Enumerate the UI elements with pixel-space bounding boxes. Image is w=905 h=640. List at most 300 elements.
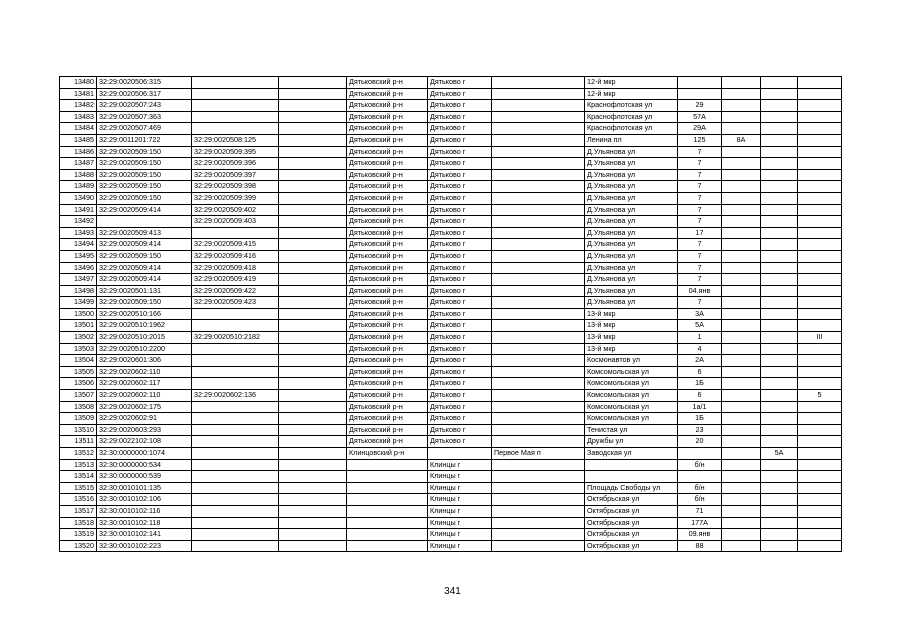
city-cell: Дятьково г xyxy=(428,262,492,274)
city-cell: Дятьково г xyxy=(428,239,492,251)
city-cell: Дятьково г xyxy=(428,285,492,297)
settlement-cell: Первое Мая п xyxy=(492,448,585,460)
house-number-cell: 7 xyxy=(678,158,722,170)
building-cell xyxy=(722,88,761,100)
apartment-cell xyxy=(798,471,842,483)
linked-cadastral-number-cell xyxy=(192,529,279,541)
cadastral-number-cell: 32:29:0020509:150 xyxy=(97,250,192,262)
linked-cadastral-number-cell: 32:29:0020509:398 xyxy=(192,181,279,193)
structure-cell xyxy=(761,285,798,297)
house-number-cell: 7 xyxy=(678,262,722,274)
empty-column-cell xyxy=(279,192,347,204)
empty-column-cell xyxy=(279,123,347,135)
record-number-cell: 13510 xyxy=(60,424,97,436)
settlement-cell xyxy=(492,482,585,494)
empty-column-cell xyxy=(279,146,347,158)
building-cell xyxy=(722,123,761,135)
house-number-cell: 7 xyxy=(678,239,722,251)
table-row xyxy=(60,204,842,216)
house-number-cell: б/н xyxy=(678,459,722,471)
record-number-cell: 13493 xyxy=(60,227,97,239)
street-cell: Д.Ульянова ул xyxy=(585,262,678,274)
district-cell: Дятьковский р-н xyxy=(347,424,428,436)
apartment-cell xyxy=(798,227,842,239)
street-cell: 13-й мкр xyxy=(585,308,678,320)
house-number-cell: 1Б xyxy=(678,413,722,425)
structure-cell xyxy=(761,401,798,413)
street-cell: Д.Ульянова ул xyxy=(585,274,678,286)
record-number-cell: 13482 xyxy=(60,100,97,112)
street-cell: Д.Ульянова ул xyxy=(585,181,678,193)
table-row xyxy=(60,239,842,251)
street-cell: 12-й мкр xyxy=(585,77,678,89)
settlement-cell xyxy=(492,123,585,135)
record-number-cell: 13508 xyxy=(60,401,97,413)
cadastral-number-cell: 32:29:0020509:413 xyxy=(97,227,192,239)
city-cell: Дятьково г xyxy=(428,77,492,89)
street-cell: Октябрьская ул xyxy=(585,494,678,506)
structure-cell xyxy=(761,134,798,146)
settlement-cell xyxy=(492,239,585,251)
record-number-cell: 13518 xyxy=(60,517,97,529)
linked-cadastral-number-cell: 32:29:0020509:423 xyxy=(192,297,279,309)
city-cell: Дятьково г xyxy=(428,169,492,181)
cadastral-number-cell: 32:30:0000000:534 xyxy=(97,459,192,471)
street-cell: Комсомольская ул xyxy=(585,378,678,390)
cadastral-number-cell: 32:29:0020501:131 xyxy=(97,285,192,297)
cadastral-number-cell: 32:29:0020506:315 xyxy=(97,77,192,89)
linked-cadastral-number-cell xyxy=(192,77,279,89)
apartment-cell xyxy=(798,274,842,286)
structure-cell xyxy=(761,378,798,390)
table-row xyxy=(60,320,842,332)
settlement-cell xyxy=(492,227,585,239)
city-cell: Дятьково г xyxy=(428,227,492,239)
structure-cell xyxy=(761,540,798,552)
city-cell: Дятьково г xyxy=(428,343,492,355)
house-number-cell: 4 xyxy=(678,343,722,355)
empty-column-cell xyxy=(279,471,347,483)
building-cell xyxy=(722,100,761,112)
building-cell xyxy=(722,494,761,506)
table-row xyxy=(60,332,842,344)
settlement-cell xyxy=(492,181,585,193)
record-number-cell: 13491 xyxy=(60,204,97,216)
city-cell: Дятьково г xyxy=(428,192,492,204)
district-cell: Клинцовский р-н xyxy=(347,448,428,460)
district-cell: Дятьковский р-н xyxy=(347,250,428,262)
building-cell xyxy=(722,204,761,216)
record-number-cell: 13487 xyxy=(60,158,97,170)
structure-cell xyxy=(761,308,798,320)
record-number-cell: 13505 xyxy=(60,366,97,378)
table-row xyxy=(60,494,842,506)
building-cell xyxy=(722,285,761,297)
structure-cell xyxy=(761,297,798,309)
empty-column-cell xyxy=(279,505,347,517)
record-number-cell: 13515 xyxy=(60,482,97,494)
building-cell xyxy=(722,436,761,448)
cadastral-number-cell: 32:30:0010102:118 xyxy=(97,517,192,529)
settlement-cell xyxy=(492,332,585,344)
cadastral-number-cell: 32:30:0000000:1074 xyxy=(97,448,192,460)
district-cell: Дятьковский р-н xyxy=(347,88,428,100)
settlement-cell xyxy=(492,204,585,216)
district-cell: Дятьковский р-н xyxy=(347,100,428,112)
apartment-cell xyxy=(798,413,842,425)
district-cell xyxy=(347,505,428,517)
empty-column-cell xyxy=(279,181,347,193)
building-cell xyxy=(722,308,761,320)
empty-column-cell xyxy=(279,111,347,123)
district-cell: Дятьковский р-н xyxy=(347,332,428,344)
record-number-cell: 13519 xyxy=(60,529,97,541)
apartment-cell xyxy=(798,146,842,158)
structure-cell xyxy=(761,320,798,332)
settlement-cell xyxy=(492,436,585,448)
table-row xyxy=(60,390,842,402)
apartment-cell xyxy=(798,401,842,413)
district-cell: Дятьковский р-н xyxy=(347,355,428,367)
building-cell xyxy=(722,482,761,494)
record-number-cell: 13499 xyxy=(60,297,97,309)
street-cell: Октябрьская ул xyxy=(585,540,678,552)
table-row xyxy=(60,413,842,425)
street-cell: Октябрьская ул xyxy=(585,517,678,529)
building-cell xyxy=(722,111,761,123)
street-cell: Д.Ульянова ул xyxy=(585,250,678,262)
house-number-cell: 2А xyxy=(678,355,722,367)
settlement-cell xyxy=(492,250,585,262)
city-cell: Дятьково г xyxy=(428,158,492,170)
apartment-cell xyxy=(798,250,842,262)
record-number-cell: 13497 xyxy=(60,274,97,286)
building-cell xyxy=(722,239,761,251)
linked-cadastral-number-cell xyxy=(192,413,279,425)
building-cell xyxy=(722,320,761,332)
district-cell: Дятьковский р-н xyxy=(347,390,428,402)
linked-cadastral-number-cell xyxy=(192,378,279,390)
house-number-cell: 17 xyxy=(678,227,722,239)
structure-cell xyxy=(761,169,798,181)
structure-cell xyxy=(761,239,798,251)
apartment-cell xyxy=(798,482,842,494)
city-cell: Клинцы г xyxy=(428,494,492,506)
street-cell: Комсомольская ул xyxy=(585,413,678,425)
table-row xyxy=(60,401,842,413)
cadastral-number-cell: 32:29:0020601:306 xyxy=(97,355,192,367)
city-cell: Дятьково г xyxy=(428,366,492,378)
linked-cadastral-number-cell xyxy=(192,471,279,483)
house-number-cell: 29 xyxy=(678,100,722,112)
settlement-cell xyxy=(492,285,585,297)
district-cell: Дятьковский р-н xyxy=(347,308,428,320)
street-cell: 13-й мкр xyxy=(585,343,678,355)
apartment-cell: III xyxy=(798,332,842,344)
linked-cadastral-number-cell xyxy=(192,88,279,100)
house-number-cell: 1а/1 xyxy=(678,401,722,413)
apartment-cell xyxy=(798,192,842,204)
house-number-cell xyxy=(678,77,722,89)
record-number-cell: 13494 xyxy=(60,239,97,251)
record-number-cell: 13509 xyxy=(60,413,97,425)
house-number-cell: 71 xyxy=(678,505,722,517)
linked-cadastral-number-cell: 32:29:0020509:399 xyxy=(192,192,279,204)
street-cell: 13-й мкр xyxy=(585,332,678,344)
table-row xyxy=(60,88,842,100)
district-cell: Дятьковский р-н xyxy=(347,297,428,309)
street-cell: Площадь Свободы ул xyxy=(585,482,678,494)
empty-column-cell xyxy=(279,88,347,100)
house-number-cell: 7 xyxy=(678,297,722,309)
linked-cadastral-number-cell xyxy=(192,482,279,494)
street-cell: Краснофлотская ул xyxy=(585,111,678,123)
city-cell: Дятьково г xyxy=(428,332,492,344)
district-cell: Дятьковский р-н xyxy=(347,274,428,286)
structure-cell xyxy=(761,343,798,355)
table-row xyxy=(60,436,842,448)
city-cell: Клинцы г xyxy=(428,505,492,517)
district-cell xyxy=(347,459,428,471)
district-cell: Дятьковский р-н xyxy=(347,343,428,355)
empty-column-cell xyxy=(279,100,347,112)
empty-column-cell xyxy=(279,204,347,216)
structure-cell xyxy=(761,355,798,367)
cadastral-number-cell: 32:29:0020602:110 xyxy=(97,366,192,378)
district-cell: Дятьковский р-н xyxy=(347,158,428,170)
empty-column-cell xyxy=(279,77,347,89)
district-cell: Дятьковский р-н xyxy=(347,320,428,332)
record-number-cell: 13512 xyxy=(60,448,97,460)
cadastral-number-cell: 32:29:0020509:150 xyxy=(97,158,192,170)
building-cell xyxy=(722,366,761,378)
cadastral-number-cell: 32:30:0010102:116 xyxy=(97,505,192,517)
settlement-cell xyxy=(492,320,585,332)
empty-column-cell xyxy=(279,297,347,309)
record-number-cell: 13498 xyxy=(60,285,97,297)
record-number-cell: 13492 xyxy=(60,216,97,228)
table-row xyxy=(60,505,842,517)
record-number-cell: 13488 xyxy=(60,169,97,181)
house-number-cell: 7 xyxy=(678,250,722,262)
apartment-cell xyxy=(798,204,842,216)
cadastral-number-cell: 32:30:0010101:135 xyxy=(97,482,192,494)
street-cell: Комсомольская ул xyxy=(585,390,678,402)
record-number-cell: 13520 xyxy=(60,540,97,552)
house-number-cell: 04.янв xyxy=(678,285,722,297)
apartment-cell xyxy=(798,320,842,332)
building-cell xyxy=(722,517,761,529)
linked-cadastral-number-cell: 32:29:0020509:415 xyxy=(192,239,279,251)
record-number-cell: 13483 xyxy=(60,111,97,123)
record-number-cell: 13503 xyxy=(60,343,97,355)
settlement-cell xyxy=(492,390,585,402)
district-cell xyxy=(347,517,428,529)
linked-cadastral-number-cell: 32:29:0020509:396 xyxy=(192,158,279,170)
settlement-cell xyxy=(492,146,585,158)
settlement-cell xyxy=(492,378,585,390)
apartment-cell xyxy=(798,77,842,89)
cadastral-number-cell: 32:29:0020510:1962 xyxy=(97,320,192,332)
table-row xyxy=(60,517,842,529)
house-number-cell: 6 xyxy=(678,390,722,402)
apartment-cell xyxy=(798,448,842,460)
empty-column-cell xyxy=(279,355,347,367)
city-cell: Клинцы г xyxy=(428,482,492,494)
building-cell xyxy=(722,343,761,355)
cadastral-number-cell: 32:30:0000000:539 xyxy=(97,471,192,483)
cadastral-number-cell: 32:29:0020507:469 xyxy=(97,123,192,135)
apartment-cell xyxy=(798,239,842,251)
linked-cadastral-number-cell: 32:29:0020509:403 xyxy=(192,216,279,228)
house-number-cell: 09.янв xyxy=(678,529,722,541)
street-cell: Октябрьская ул xyxy=(585,505,678,517)
record-number-cell: 13513 xyxy=(60,459,97,471)
house-number-cell xyxy=(678,88,722,100)
linked-cadastral-number-cell xyxy=(192,494,279,506)
empty-column-cell xyxy=(279,308,347,320)
settlement-cell xyxy=(492,517,585,529)
house-number-cell: 7 xyxy=(678,216,722,228)
linked-cadastral-number-cell xyxy=(192,111,279,123)
city-cell: Дятьково г xyxy=(428,100,492,112)
table-row xyxy=(60,355,842,367)
street-cell: Д.Ульянова ул xyxy=(585,169,678,181)
linked-cadastral-number-cell xyxy=(192,459,279,471)
house-number-cell: 57А xyxy=(678,111,722,123)
record-number-cell: 13516 xyxy=(60,494,97,506)
record-number-cell: 13502 xyxy=(60,332,97,344)
city-cell: Дятьково г xyxy=(428,297,492,309)
cadastral-number-cell: 32:29:0020603:293 xyxy=(97,424,192,436)
table-row xyxy=(60,146,842,158)
district-cell: Дятьковский р-н xyxy=(347,262,428,274)
structure-cell xyxy=(761,192,798,204)
building-cell xyxy=(722,192,761,204)
district-cell: Дятьковский р-н xyxy=(347,239,428,251)
settlement-cell xyxy=(492,274,585,286)
building-cell xyxy=(722,227,761,239)
settlement-cell xyxy=(492,88,585,100)
cadastral-number-cell: 32:29:0020509:150 xyxy=(97,181,192,193)
settlement-cell xyxy=(492,192,585,204)
cadastral-number-cell: 32:29:0020509:150 xyxy=(97,192,192,204)
city-cell: Клинцы г xyxy=(428,517,492,529)
street-cell: Д.Ульянова ул xyxy=(585,239,678,251)
settlement-cell xyxy=(492,100,585,112)
building-cell xyxy=(722,378,761,390)
house-number-cell: 1 xyxy=(678,332,722,344)
apartment-cell xyxy=(798,88,842,100)
structure-cell xyxy=(761,413,798,425)
building-cell xyxy=(722,181,761,193)
cadastral-number-cell: 32:29:0011201:722 xyxy=(97,134,192,146)
linked-cadastral-number-cell: 32:29:0020509:418 xyxy=(192,262,279,274)
cadastral-number-cell: 32:29:0020507:243 xyxy=(97,100,192,112)
building-cell xyxy=(722,424,761,436)
linked-cadastral-number-cell xyxy=(192,355,279,367)
linked-cadastral-number-cell xyxy=(192,227,279,239)
empty-column-cell xyxy=(279,366,347,378)
city-cell: Дятьково г xyxy=(428,250,492,262)
linked-cadastral-number-cell: 32:29:0020509:416 xyxy=(192,250,279,262)
street-cell: Комсомольская ул xyxy=(585,366,678,378)
building-cell xyxy=(722,262,761,274)
house-number-cell: 23 xyxy=(678,424,722,436)
linked-cadastral-number-cell xyxy=(192,308,279,320)
settlement-cell xyxy=(492,355,585,367)
apartment-cell xyxy=(798,169,842,181)
street-cell: Заводская ул xyxy=(585,448,678,460)
district-cell: Дятьковский р-н xyxy=(347,204,428,216)
settlement-cell xyxy=(492,134,585,146)
city-cell: Дятьково г xyxy=(428,274,492,286)
linked-cadastral-number-cell: 32:29:0020509:395 xyxy=(192,146,279,158)
district-cell: Дятьковский р-н xyxy=(347,169,428,181)
district-cell xyxy=(347,471,428,483)
apartment-cell xyxy=(798,134,842,146)
building-cell xyxy=(722,355,761,367)
apartment-cell xyxy=(798,540,842,552)
city-cell: Дятьково г xyxy=(428,401,492,413)
empty-column-cell xyxy=(279,540,347,552)
house-number-cell: 20 xyxy=(678,436,722,448)
table-row xyxy=(60,459,842,471)
apartment-cell xyxy=(798,181,842,193)
linked-cadastral-number-cell xyxy=(192,401,279,413)
linked-cadastral-number-cell xyxy=(192,100,279,112)
structure-cell xyxy=(761,250,798,262)
empty-column-cell xyxy=(279,216,347,228)
table-row xyxy=(60,529,842,541)
settlement-cell xyxy=(492,77,585,89)
apartment-cell xyxy=(798,436,842,448)
building-cell xyxy=(722,529,761,541)
cadastral-number-cell: 32:29:0020509:150 xyxy=(97,169,192,181)
empty-column-cell xyxy=(279,320,347,332)
apartment-cell xyxy=(798,378,842,390)
house-number-cell xyxy=(678,471,722,483)
district-cell: Дятьковский р-н xyxy=(347,123,428,135)
cadastral-number-cell: 32:29:0020510:166 xyxy=(97,308,192,320)
linked-cadastral-number-cell xyxy=(192,505,279,517)
structure-cell xyxy=(761,227,798,239)
settlement-cell xyxy=(492,540,585,552)
table-row xyxy=(60,448,842,460)
district-cell: Дятьковский р-н xyxy=(347,227,428,239)
cadastral-number-cell: 32:29:0020507:363 xyxy=(97,111,192,123)
empty-column-cell xyxy=(279,529,347,541)
street-cell: Д.Ульянова ул xyxy=(585,297,678,309)
apartment-cell xyxy=(798,100,842,112)
structure-cell xyxy=(761,482,798,494)
house-number-cell: 7 xyxy=(678,204,722,216)
table-row xyxy=(60,192,842,204)
building-cell xyxy=(722,448,761,460)
linked-cadastral-number-cell: 32:29:0020508:125 xyxy=(192,134,279,146)
table-row xyxy=(60,111,842,123)
structure-cell xyxy=(761,262,798,274)
city-cell: Дятьково г xyxy=(428,181,492,193)
street-cell: 12-й мкр xyxy=(585,88,678,100)
record-number-cell: 13485 xyxy=(60,134,97,146)
settlement-cell xyxy=(492,505,585,517)
apartment-cell xyxy=(798,123,842,135)
empty-column-cell xyxy=(279,448,347,460)
street-cell: Краснофлотская ул xyxy=(585,123,678,135)
record-number-cell: 13511 xyxy=(60,436,97,448)
table-row xyxy=(60,471,842,483)
